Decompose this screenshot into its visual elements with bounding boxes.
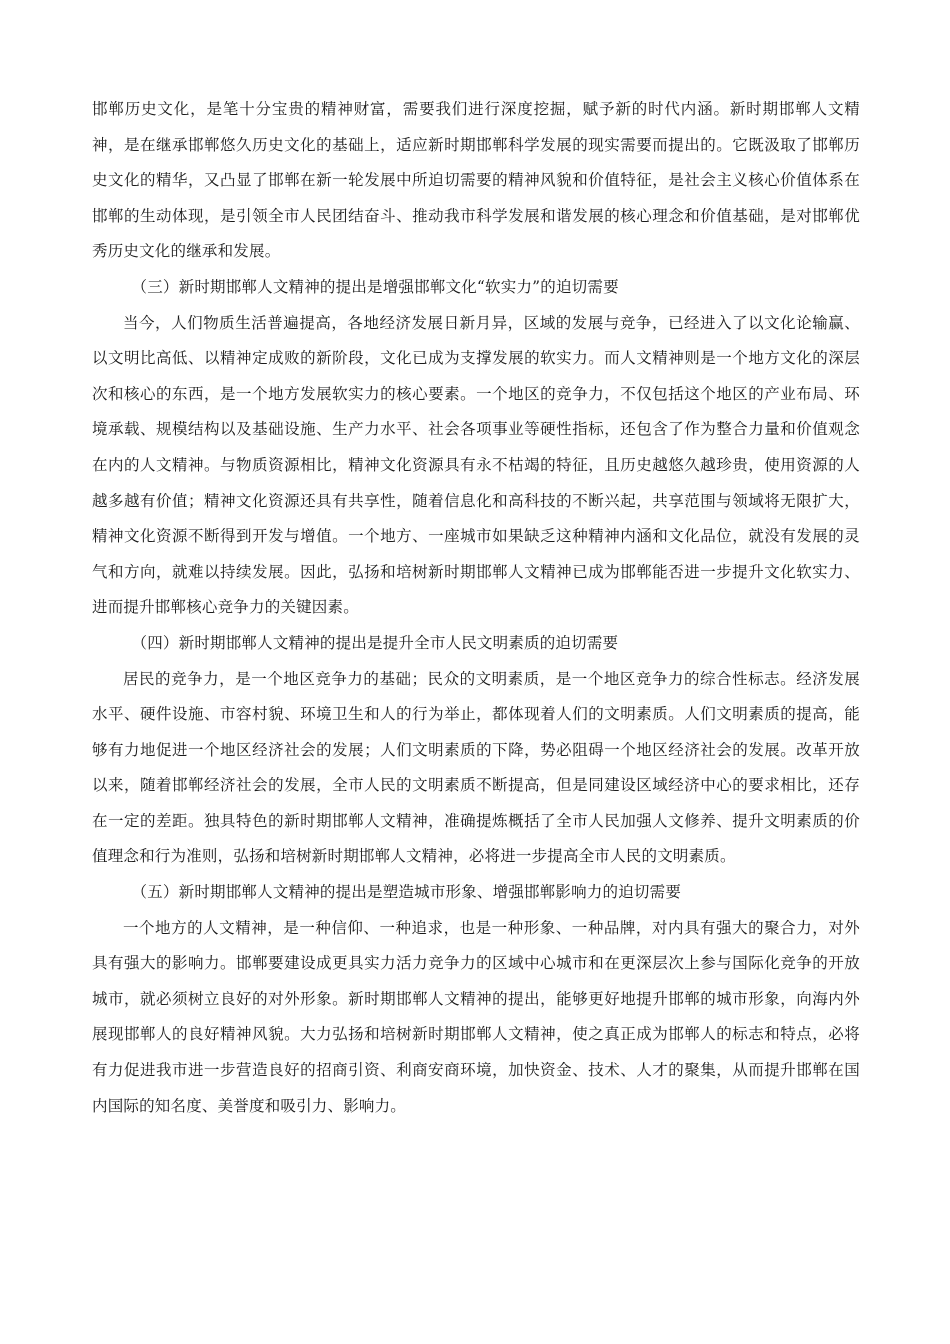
section-heading-3: （三）新时期邯郸人文精神的提出是增强邯郸文化“软实力”的迫切需要 bbox=[131, 277, 619, 296]
paragraph-heritage: 邯郸历史文化，是笔十分宝贵的精神财富，需要我们进行深度挖掘，赋予新的时代内涵。新时期邯郸人文精神，是在继承邯郸悠久历史文化的基础上，适应新时期邯郸科学发展的现实需要而提出的。它既汲取了邯郸历史文化的精华，又凸显了邯郸在新一轮发展中所迫切需要的精神风貌和价值特征，是社会主义核心价值体系在邯郸的生动体现，是引领全市人民团结奋斗、推动我市科学发展和谐发展的核心理念和价值基础，是对邯郸优秀历史文化的继承和发展。 bbox=[92, 100, 860, 261]
document-page bbox=[92, 92, 860, 1124]
paragraph-city-image: 一个地方的人文精神，是一种信仰、一种追求，也是一种形象、一种品牌，对内具有强大的聚合力，对外具有强大的影响力。邯郸要建设成更具实力活力竞争力的区域中心城市和在更深层次上参与国际化竞争的开放城市，就必须树立良好的对外形象。新时期邯郸人文精神的提出，能够更好地提升邯郸的城市形象，向海内外展现邯郸人的良好精神风貌。大力弘扬和培树新时期邯郸人文精神，使之真正成为邯郸人的标志和特点，必将有力促进我市进一步营造良好的招商引资、利商安商环境，加快资金、技术、人才的聚集，从而提升邯郸在国内国际的知名度、美誉度和吸引力、影响力。 bbox=[92, 918, 860, 1115]
section-heading-5: （五）新时期邯郸人文精神的提出是塑造城市形象、增强邯郸影响力的迫切需要 bbox=[131, 883, 682, 902]
paragraph-civility: 居民的竞争力，是一个地区竞争力的基础；民众的文明素质，是一个地区竞争力的综合性标志。经济发展水平、硬件设施、市容村貌、环境卫生和人的行为举止，都体现着人们的文明素质。人们文明素质的提高，能够有力地促进一个地区经济社会的发展；人们文明素质的下降，势必阻碍一个地区经济社会的发展。改革开放以来，随着邯郸经济社会的发展，全市人民的文明素质不断提高，但是同建设区域经济中心的要求相比，还存在一定的差距。独具特色的新时期邯郸人文精神，准确提炼概括了全市人民加强人文修养、提升文明素质的价值理念和行为准则，弘扬和培树新时期邯郸人文精神，必将进一步提高全市人民的文明素质。 bbox=[92, 669, 860, 866]
paragraph-soft-power: 当今，人们物质生活普遍提高，各地经济发展日新月异，区域的发展与竞争，已经进入了以文化论输赢、以文明比高低、以精神定成败的新阶段，文化已成为支撑发展的软实力。而人文精神则是一个地方文化的深层次和核心的东西，是一个地方发展软实力的核心要素。一个地区的竞争力，不仅包括这个地区的产业布局、环境承载、规模结构以及基础设施、生产力水平、社会各项事业等硬性指标，还包含了作为整合力量和价值观念在内的人文精神。与物质资源相比，精神文化资源具有永不枯竭的特征，且历史越悠久越珍贵，使用资源的人越多越有价值；精神文化资源还具有共享性，随着信息化和高科技的不断兴起，共享范围与领域将无限扩大，精神文化资源不断得到开发与增值。一个地方、一座城市如果缺乏这种精神内涵和文化品位，就没有发展的灵气和方向，就难以持续发展。因此，弘扬和培树新时期邯郸人文精神已成为邯郸能否进一步提升文化软实力、进而提升邯郸核心竞争力的关键因素。 bbox=[92, 313, 860, 617]
section-heading-4: （四）新时期邯郸人文精神的提出是提升全市人民文明素质的迫切需要 bbox=[131, 633, 619, 652]
